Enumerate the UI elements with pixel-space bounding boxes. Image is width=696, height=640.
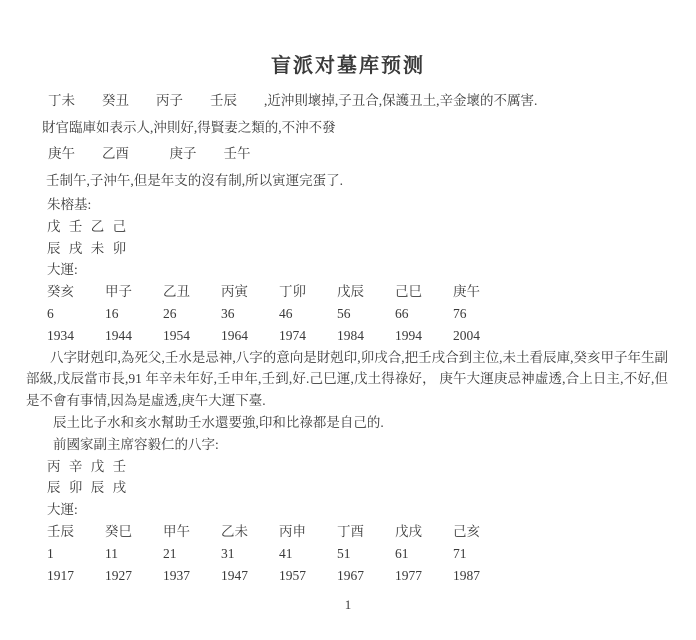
dayun-pillar-cell: 戊辰: [337, 284, 364, 300]
dayun-pillar-cell: 甲子: [105, 284, 132, 300]
dayun-year-cell: 1974: [279, 327, 306, 343]
dayun-pillar-cell: 庚午: [453, 284, 480, 300]
dayun-pillar-cell: 戊戌: [395, 523, 422, 539]
dayun-pillar-cell: 丁酉: [337, 523, 364, 539]
dayun-year-cell: 1987: [453, 567, 480, 583]
dayun-ages-row-2: [26, 543, 668, 565]
bazi-pillars-line-1: 丁未 癸丑 丙子 壬辰 ,近沖則壞掉,子丑合,保護丑土,辛金壞的不厲害.: [48, 93, 538, 108]
dayun-year-cell: 1944: [105, 327, 132, 343]
commentary-line-1: 財官臨庫如表示人,沖則好,得賢妻之類的,不沖不發: [42, 119, 336, 135]
dayun-year-cell: 1927: [105, 567, 132, 583]
analysis-paragraph-1: 八字財剋印,為死父,壬水是忌神,八字的意向是財剋印,卯戌合,把壬戌合到主位,未土看辰庫,癸亥甲子年生副部級,戊辰當市長,91 年辛未年好,壬申年,壬到,好.己巳運,戊土得祿好， 庚午大運庚忌神虛透,合上日主,不好,但是不會有事情,因為是虛透,庚午大運下臺.: [26, 349, 668, 409]
dayun-age-cell: 16: [105, 305, 119, 321]
dayun-age-cell: 76: [453, 305, 467, 321]
dayun-pillars-row-2: [26, 521, 668, 543]
person-name-heading: 朱榕基:: [47, 197, 92, 212]
dayun-age-cell: 21: [163, 545, 177, 561]
branches-row-1: 辰 戌 未 卯: [47, 240, 127, 256]
dayun-age-cell: 41: [279, 545, 293, 561]
dayun-pillar-cell: 己巳: [395, 284, 422, 300]
dayun-age-cell: 36: [221, 305, 235, 321]
dayun-year-cell: 1954: [163, 327, 190, 343]
dayun-age-cell: 31: [221, 545, 235, 561]
dayun-ages-row-1: [26, 303, 668, 325]
dayun-pillar-cell: 乙丑: [163, 284, 190, 300]
dayun-pillar-cell: 乙未: [221, 523, 248, 539]
dayun-pillar-cell: 丙申: [279, 523, 306, 539]
dayun-age-cell: 6: [47, 305, 54, 321]
dayun-pillar-cell: 丁卯: [279, 284, 306, 300]
dayun-year-cell: 1964: [221, 327, 248, 343]
dayun-year-cell: 1947: [221, 567, 248, 583]
branches-row-2: 辰 卯 辰 戌: [47, 480, 127, 496]
chart2-intro-line: 前國家副主席容毅仁的八字:: [53, 436, 219, 452]
document-body: [26, 88, 668, 586]
dayun-age-cell: 71: [453, 545, 467, 561]
dayun-label-1: 大運:: [47, 262, 78, 278]
bazi-pillars-line-2: 庚午 乙酉 庚子 壬午: [48, 146, 251, 161]
dayun-year-cell: 1917: [47, 567, 74, 583]
dayun-age-cell: 1: [47, 545, 54, 561]
dayun-age-cell: 61: [395, 545, 409, 561]
dayun-years-row-2: [26, 565, 668, 587]
stems-row-2: 丙 辛 戊 壬: [47, 458, 127, 474]
dayun-pillar-cell: 癸巳: [105, 523, 132, 539]
dayun-label-2: 大運:: [47, 502, 78, 518]
dayun-pillar-cell: 丙寅: [221, 284, 248, 300]
dayun-age-cell: 66: [395, 305, 409, 321]
dayun-age-cell: 26: [163, 305, 177, 321]
dayun-age-cell: 11: [105, 545, 118, 561]
dayun-years-row-1: [26, 325, 668, 347]
dayun-year-cell: 1994: [395, 327, 422, 343]
dayun-year-cell: 1967: [337, 567, 364, 583]
dayun-pillars-row-1: [26, 281, 668, 303]
dayun-pillar-cell: 壬辰: [47, 523, 74, 539]
dayun-year-cell: 1984: [337, 327, 364, 343]
analysis-line-2: 辰土比子水和亥水幫助壬水還要強,印和比祿都是自己的.: [53, 414, 384, 430]
dayun-year-cell: 1934: [47, 327, 74, 343]
dayun-year-cell: 1977: [395, 567, 422, 583]
dayun-year-cell: 1937: [163, 567, 190, 583]
dayun-pillar-cell: 甲午: [163, 523, 190, 539]
dayun-age-cell: 56: [337, 305, 351, 321]
commentary-line-2: 壬制午,子沖午,但是年支的沒有制,所以寅運完蛋了.: [46, 172, 343, 188]
document-title: 盲派对墓库预测: [271, 55, 425, 77]
dayun-pillar-cell: 癸亥: [47, 284, 74, 300]
dayun-age-cell: 51: [337, 545, 351, 561]
dayun-pillar-cell: 己亥: [453, 523, 480, 539]
page-number: 1: [344, 597, 352, 612]
dayun-year-cell: 2004: [453, 327, 480, 343]
dayun-age-cell: 46: [279, 305, 293, 321]
dayun-year-cell: 1957: [279, 567, 306, 583]
stems-row-1: 戊 壬 乙 己: [47, 218, 127, 234]
